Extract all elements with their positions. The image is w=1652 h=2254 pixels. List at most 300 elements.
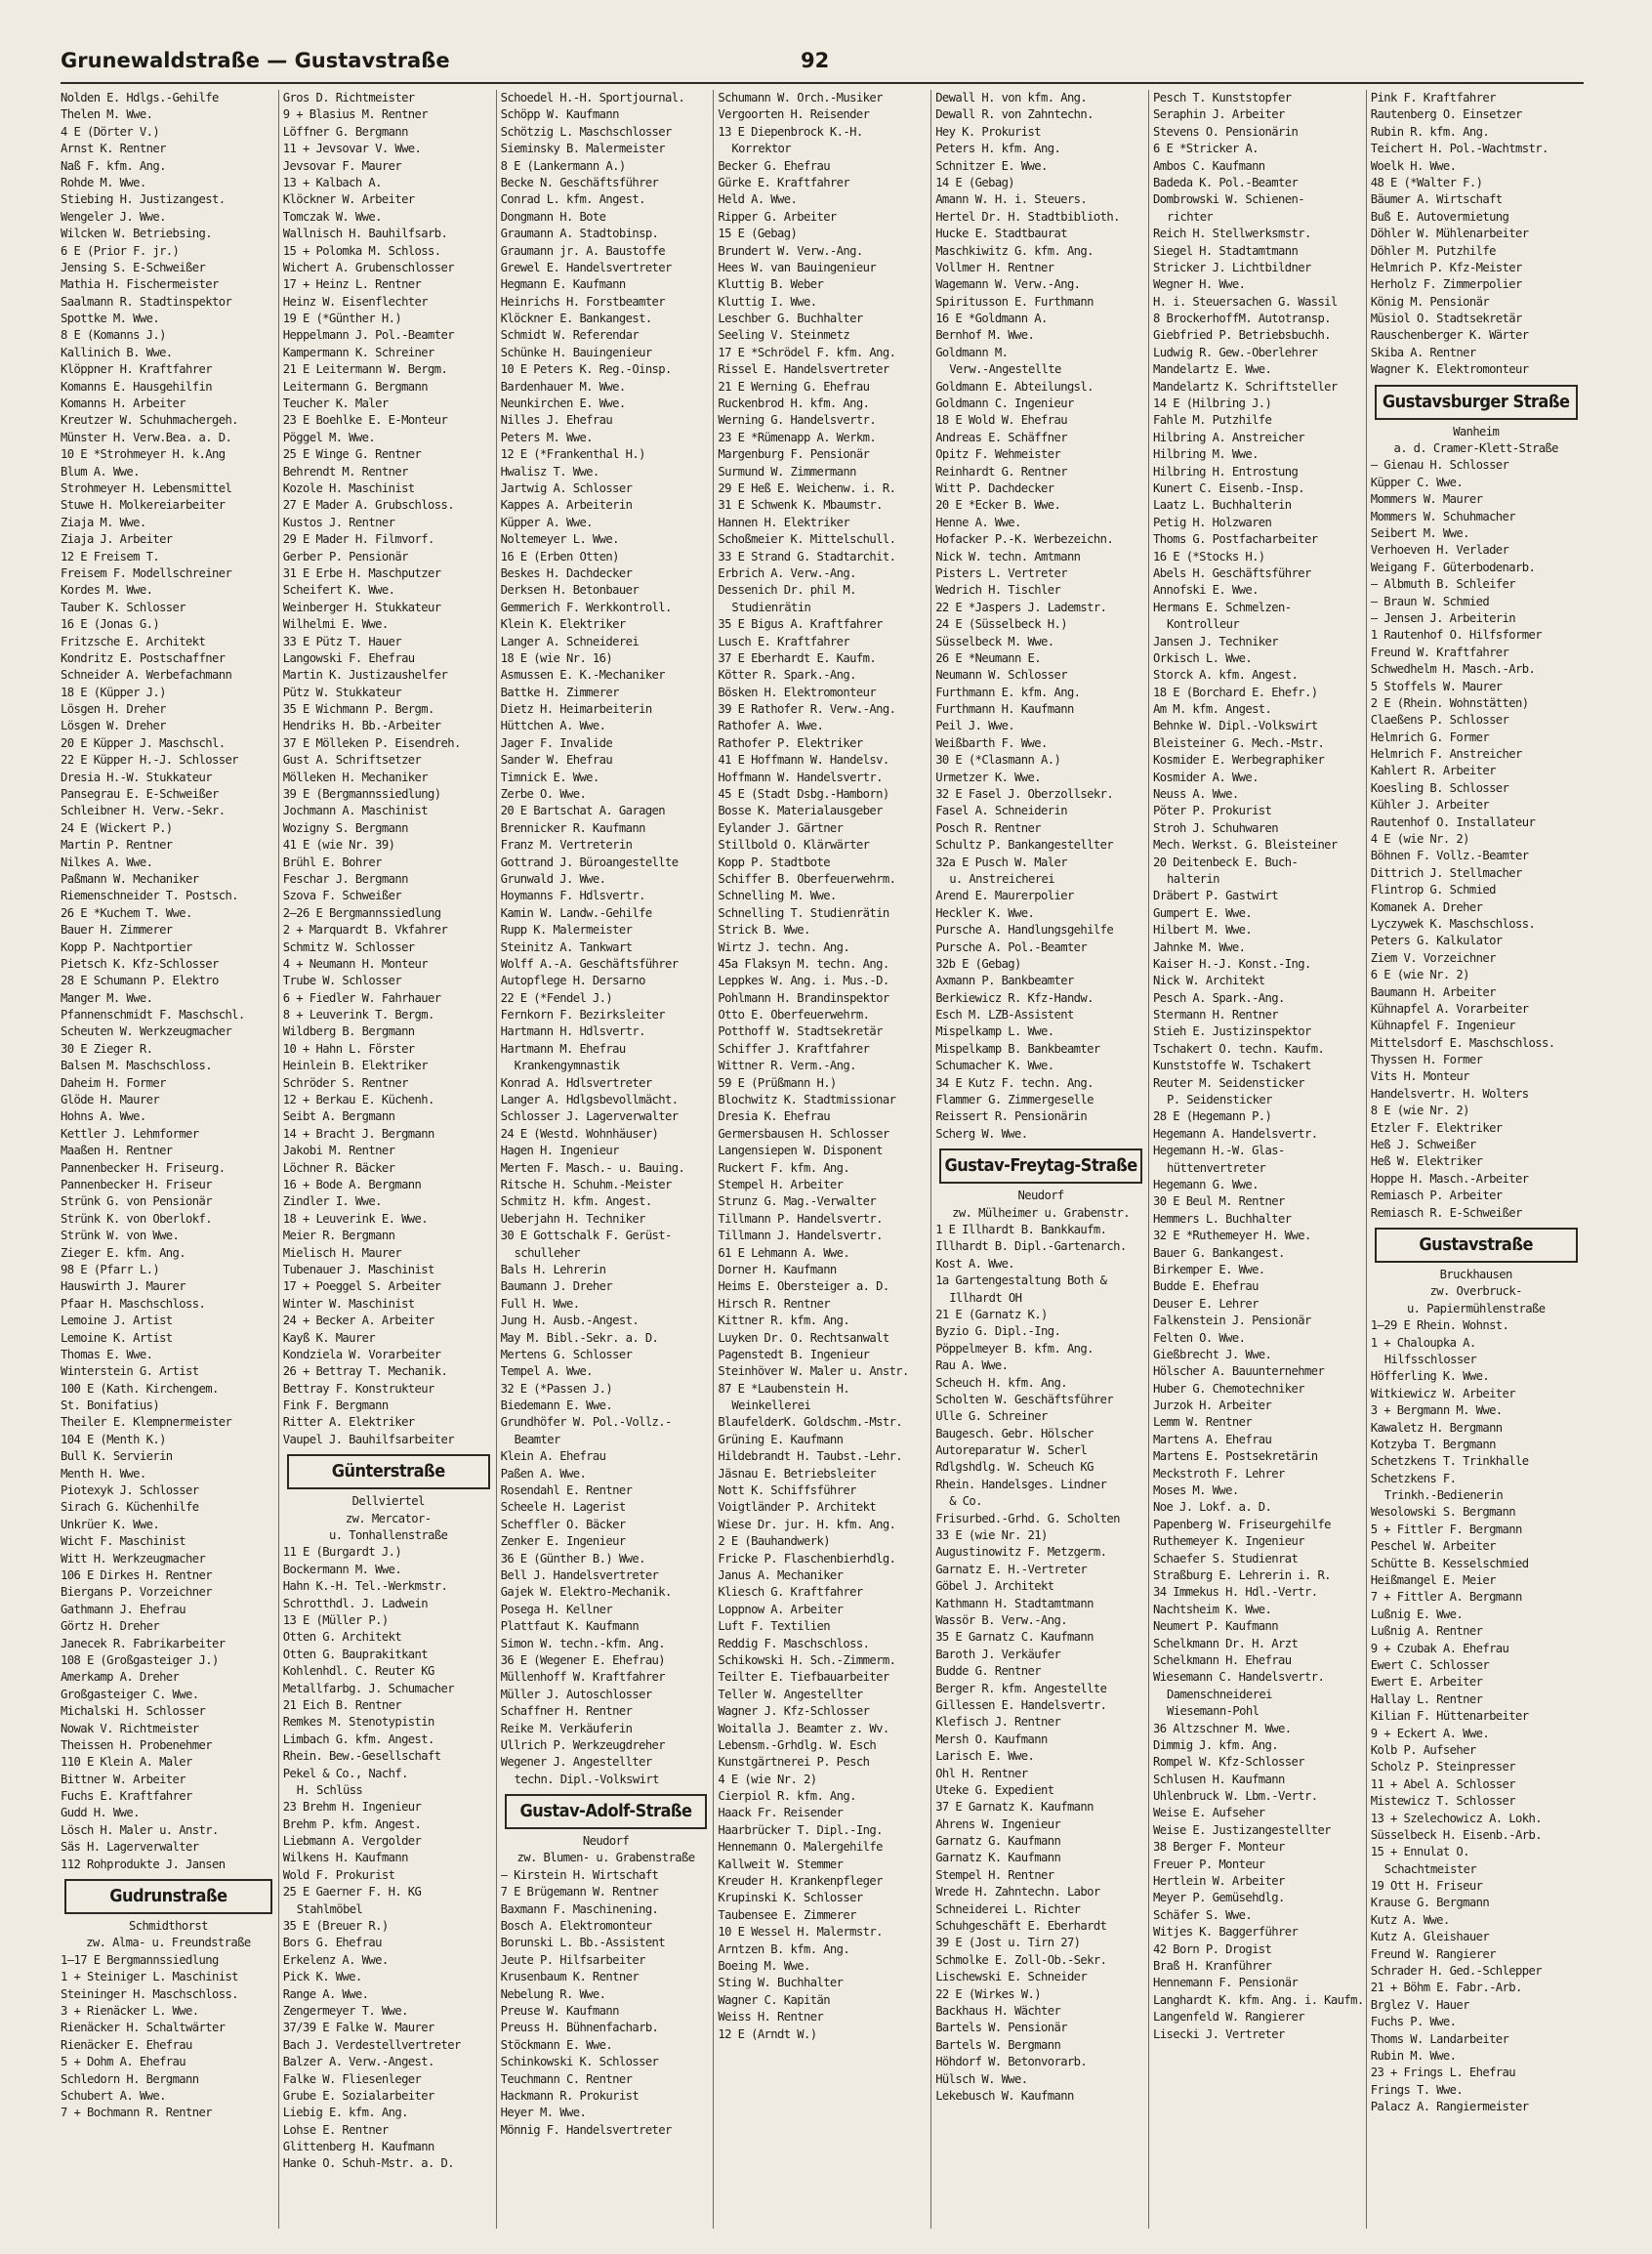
directory-entry: Held A. Wwe. — [718, 192, 798, 207]
directory-entry: Gottrand J. Büroangestellte — [500, 855, 679, 869]
directory-entry: 42 Born P. Drogist — [1153, 1941, 1272, 1956]
directory-entry: Sirach G. Küchenhilfe — [61, 1500, 199, 1515]
directory-entry: Boeing M. Wwe. — [718, 1958, 810, 1973]
directory-entry: 12 + Berkau E. Küchenh. — [282, 1093, 434, 1107]
directory-entry: Hegemann H.-W. Glas- — [1153, 1144, 1285, 1158]
directory-entry: Annofski E. Wwe. — [1153, 583, 1259, 598]
district-subheading: Dellviertel — [351, 1494, 425, 1509]
directory-entry: Peschel W. Arbeiter — [1370, 1539, 1496, 1554]
directory-entry: Strohmeyer H. Lebensmittel — [61, 480, 232, 495]
directory-entry: 5 Stoffels W. Maurer — [1370, 679, 1503, 693]
directory-entry: 19 E (*Günther H.) — [282, 312, 402, 326]
directory-entry: Bockermann M. Wwe. — [282, 1562, 402, 1576]
directory-entry-continuation: Korrektor — [731, 142, 792, 156]
directory-entry: Seibert M. Wwe. — [1370, 525, 1469, 540]
directory-entry: Grube E. Sozialarbeiter — [282, 2088, 434, 2103]
directory-entry: Freund W. Kraftfahrer — [1370, 645, 1509, 659]
directory-entry: 30 E Beul M. Rentner — [1153, 1194, 1285, 1209]
directory-entry: 25 E Winge G. Rentner — [282, 447, 422, 462]
directory-entry: Scheifert K. Wwe. — [282, 583, 395, 598]
directory-entry: Wilkens H. Kaufmann — [282, 1851, 408, 1865]
directory-entry: Gathmann J. Ehefrau — [61, 1602, 186, 1616]
directory-entry: Kaiser H.-J. Konst.-Ing. — [1153, 956, 1311, 971]
directory-entry: May M. Bibl.-Sekr. a. D. — [500, 1330, 659, 1345]
directory-entry: Wold F. Prokurist — [282, 1867, 395, 1882]
directory-entry: Heinz W. Eisenflechter — [282, 294, 429, 309]
directory-entry: 21 E (Garnatz K.) — [935, 1307, 1048, 1321]
directory-entry: 29 E Mader H. Filmvorf. — [282, 532, 434, 547]
directory-entry: Rathofer A. Wwe. — [718, 719, 824, 733]
directory-entry: Rau A. Wwe. — [935, 1358, 1009, 1373]
directory-entry: Hegmann E. Kaufmann — [500, 277, 626, 292]
directory-entry: 13 E Diepenbrock K.-H. — [718, 124, 863, 139]
directory-entry: Hilbring M. Wwe. — [1153, 447, 1259, 462]
page-header — [61, 49, 1584, 76]
directory-entry: Schleibner H. Verw.-Sekr. — [61, 804, 226, 818]
directory-entry: Klöckner E. Bankangest. — [500, 312, 652, 326]
directory-entry: 3 + Bergmann M. Wwe. — [1370, 1403, 1503, 1418]
directory-entry: Neuss A. Wwe. — [1153, 787, 1239, 802]
directory-entry: Remiasch R. E-Schweißer — [1370, 1205, 1522, 1220]
directory-entry: Baumann H. Arbeiter — [1370, 984, 1496, 999]
directory-entry: Biedemann E. Wwe. — [500, 1398, 613, 1413]
directory-entry: Maaßen H. Rentner — [61, 1144, 173, 1158]
directory-entry: Dietz H. Heimarbeiterin — [500, 702, 652, 717]
directory-entry: Tillmann P. Handelsvertr. — [718, 1211, 883, 1226]
directory-entry: Blum A. Wwe. — [61, 464, 140, 479]
directory-entry: Kluttig B. Weber — [718, 277, 824, 292]
directory-entry: Kahlert R. Arbeiter — [1370, 764, 1496, 778]
directory-entry: Luft F. Textilien — [718, 1619, 830, 1634]
directory-entry: Lemoine J. Artist — [61, 1314, 173, 1328]
directory-entry: Limbach G. kfm. Angest. — [282, 1732, 434, 1746]
directory-entry: Gumpert E. Wwe. — [1153, 905, 1253, 920]
directory-entry: 14 E (Gebag) — [935, 175, 1015, 189]
directory-entry: Garnatz G. Kaufmann — [935, 1834, 1061, 1849]
directory-entry: Dorner H. Kaufmann — [718, 1262, 837, 1276]
directory-entry: Teller W. Angestellter — [718, 1687, 863, 1701]
directory-entry: Merten F. Masch.- u. Bauing. — [500, 1160, 685, 1175]
directory-entry: Jager F. Invalide — [500, 735, 613, 750]
directory-entry: Seraphin J. Arbeiter — [1153, 107, 1285, 122]
directory-entry: Lösch H. Maler u. Anstr. — [61, 1822, 219, 1837]
directory-entry: Kawaletz H. Bergmann — [1370, 1420, 1503, 1435]
directory-entry: 100 E (Kath. Kirchengem. — [61, 1381, 219, 1396]
directory-entry: Asmussen E. K.-Mechaniker — [500, 668, 666, 683]
directory-entry: Rosendahl E. Rentner — [500, 1483, 633, 1498]
directory-entry: Janecek R. Fabrikarbeiter — [61, 1636, 226, 1650]
directory-entry: Stermann H. Rentner — [1153, 1008, 1279, 1023]
directory-entry: 16 E *Goldmann A. — [935, 312, 1048, 326]
directory-entry: Ewert E. Arbeiter — [1370, 1675, 1483, 1690]
directory-entry: 13 E (Müller P.) — [282, 1612, 389, 1627]
directory-entry: 30 E (*Clasmann A.) — [935, 753, 1061, 768]
directory-entry: 8 BrockerhoffM. Autotransp. — [1153, 312, 1331, 326]
directory-entry: Nilles J. Ehefrau — [500, 413, 613, 428]
directory-entry: Dimmig J. kfm. Ang. — [1153, 1737, 1279, 1752]
directory-entry: Wozigny S. Bergmann — [282, 820, 408, 835]
directory-entry: Hartmann H. Hdlsvertr. — [500, 1024, 645, 1039]
directory-entry: 26 + Bettray T. Mechanik. — [282, 1364, 448, 1379]
directory-entry: Heinrichs H. Forstbeamter — [500, 294, 666, 309]
directory-entry: Preuss H. Bühnenfacharb. — [500, 2021, 659, 2035]
directory-entry: Illhardt B. Dipl.-Gartenarch. — [935, 1239, 1127, 1254]
directory-entry: 39 E (Jost u. Tirn 27) — [935, 1936, 1081, 1950]
directory-entry: Dessenich Dr. phil M. — [718, 583, 856, 598]
directory-entry: Leitermann G. Bergmann — [282, 379, 429, 394]
directory-entry: 112 Rohprodukte J. Jansen — [61, 1857, 226, 1871]
directory-entry: Riemenschneider T. Postsch. — [61, 889, 238, 903]
directory-entry: Leschber G. Buchhalter — [718, 312, 863, 326]
directory-entry: Kustos J. Rentner — [282, 515, 395, 529]
directory-entry: Am M. kfm. Angest. — [1153, 702, 1272, 717]
directory-entry: Schrader H. Ged.-Schlepper — [1370, 1964, 1542, 1979]
directory-entry: Wiese Dr. jur. H. kfm. Ang. — [718, 1517, 896, 1531]
directory-entry: Schelkmann Dr. H. Arzt — [1153, 1636, 1299, 1650]
directory-entry: Schäfer S. Wwe. — [1153, 1907, 1253, 1922]
directory-entry: Ruthemeyer K. Ingenieur — [1153, 1534, 1304, 1549]
directory-entry: Grüning E. Kaufmann — [718, 1432, 844, 1446]
directory-entry: Jahnke M. Wwe. — [1153, 939, 1246, 954]
directory-entry: Rautenberg O. Einsetzer — [1370, 107, 1522, 122]
directory-entry: 35 E Bigus A. Kraftfahrer — [718, 617, 883, 632]
directory-entry: Hallay L. Rentner — [1370, 1691, 1483, 1706]
directory-entry: Etzler F. Elektriker — [1370, 1120, 1503, 1135]
directory-entry: Klöppner H. Kraftfahrer — [61, 362, 212, 377]
page-number: 92 — [801, 49, 830, 72]
directory-entry: 36 E (Günther B.) Wwe. — [500, 1551, 645, 1565]
directory-entry: Handelsvertr. H. Wolters — [1370, 1086, 1529, 1101]
directory-entry: Kühnapfel A. Vorarbeiter — [1370, 1001, 1529, 1016]
directory-entry: 22 E (*Fendel J.) — [500, 990, 613, 1005]
directory-entry-continuation: Illhardt OH — [949, 1290, 1022, 1305]
directory-entry: Mertens G. Schlosser — [500, 1347, 633, 1361]
directory-entry: Kittner R. kfm. Ang. — [718, 1314, 850, 1328]
directory-entry: Goldmann M. — [935, 345, 1009, 359]
directory-entry: Theiler E. Klempnermeister — [61, 1415, 232, 1430]
directory-entry: Beskes H. Dachdecker — [500, 565, 633, 580]
directory-entry: Loppnow A. Arbeiter — [718, 1602, 844, 1616]
directory-entry: Kayß K. Maurer — [282, 1330, 376, 1345]
directory-entry: Kozole H. Maschinist — [282, 480, 415, 495]
directory-entry: 6 E (wie Nr. 2) — [1370, 968, 1469, 982]
directory-entry: 21 E Werning G. Ehefrau — [718, 379, 870, 394]
directory-entry: 10 + Hahn L. Förster — [282, 1041, 415, 1056]
directory-entry: Hilbring A. Anstreicher — [1153, 430, 1304, 444]
district-subheading: zw. Blumen- u. Grabenstraße — [516, 1851, 695, 1865]
directory-entry: 31 E Erbe H. Maschputzer — [282, 565, 441, 580]
directory-entry: Fricke P. Flaschenbierhdlg. — [718, 1551, 896, 1565]
directory-entry: 41 E (wie Nr. 39) — [282, 838, 395, 853]
directory-entry: Rupp K. Malermeister — [500, 923, 633, 938]
directory-entry: Graumann A. Stadtobinsp. — [500, 227, 659, 241]
directory-entry: Falke W. Fliesenleger — [282, 2071, 422, 2086]
directory-entry: Säs H. Lagerverwalter — [61, 1840, 199, 1855]
directory-entry: Müller J. Autoschlosser — [500, 1687, 652, 1701]
directory-entry: Hofacker P.-K. Werbezeichn. — [935, 532, 1114, 547]
directory-entry: 106 E Dirkes H. Rentner — [61, 1567, 212, 1582]
directory-entry: Felten O. Wwe. — [1153, 1330, 1246, 1345]
directory-entry: Noe J. Lokf. a. D. — [1153, 1500, 1272, 1515]
directory-entry: Tubenauer J. Maschinist — [282, 1262, 434, 1276]
directory-entry-continuation: schulleher — [514, 1245, 580, 1260]
directory-entry: 11 E (Burgardt J.) — [282, 1545, 402, 1560]
directory-entry: Rohde M. Wwe. — [61, 175, 146, 189]
directory-entry: Goldmann E. Abteilungsl. — [935, 379, 1094, 394]
directory-entry: Pekel & Co., Nachf. — [282, 1766, 408, 1780]
directory-entry: Wiesemann C. Handelsvertr. — [1153, 1670, 1325, 1685]
directory-entry: Dresia H.-W. Stukkateur — [61, 770, 212, 784]
directory-entry: Reuter M. Seidensticker — [1153, 1075, 1304, 1090]
district-subheading: a. d. Cramer-Klett-Straße — [1393, 441, 1558, 456]
directory-entry: Strünk K. von Oberlokf. — [61, 1211, 212, 1226]
directory-entry: Theissen H. Probenehmer — [61, 1737, 212, 1752]
directory-entry: Garnatz E. H.-Vertreter — [935, 1562, 1088, 1576]
district-subheading: Bruckhausen — [1439, 1268, 1512, 1281]
directory-entry: Rompel W. Kfz-Schlosser — [1153, 1755, 1304, 1770]
directory-entry: Hemmers L. Buchhalter — [1153, 1211, 1292, 1226]
directory-entry: Rubin R. kfm. Ang. — [1370, 124, 1490, 139]
directory-entry: Hagen H. Ingenieur — [500, 1144, 619, 1158]
directory-entry: Freuer P. Monteur — [1153, 1857, 1265, 1871]
directory-entry: 32a E Pusch W. Maler — [935, 855, 1067, 869]
directory-entry: Hauswirth J. Maurer — [61, 1279, 186, 1294]
directory-entry: Hackmann R. Prokurist — [500, 2088, 640, 2103]
directory-entry: Orkisch L. Wwe. — [1153, 650, 1253, 665]
directory-entry: Komanns H. Arbeiter — [61, 397, 186, 411]
directory-entry: Heckler K. Wwe. — [935, 905, 1035, 920]
directory-entry: Bals H. Lehrerin — [500, 1262, 606, 1276]
directory-entry: Pink F. Kraftfahrer — [1370, 91, 1496, 104]
directory-entry: 28 E Schumann P. Elektro — [61, 974, 219, 988]
district-subheading: Neudorf — [1017, 1189, 1064, 1203]
directory-entry: Straßburg E. Lehrerin i. R. — [1153, 1567, 1331, 1582]
directory-entry: 6 E *Stricker A. — [1153, 142, 1259, 156]
directory-entry: Nott K. Schiffsführer — [718, 1483, 856, 1498]
directory-entry: Rauschenberger K. Wärter — [1370, 328, 1529, 343]
directory-entry: Bach J. Verdestellvertreter — [282, 2037, 461, 2052]
directory-entry: Gillessen E. Handelsvertr. — [935, 1697, 1107, 1712]
directory-entry: Wilcken W. Betriebsing. — [61, 227, 212, 241]
directory-entry: Balsen M. Maschschloss. — [61, 1059, 212, 1073]
directory-entry: Tempel A. Wwe. — [500, 1364, 593, 1379]
directory-entry: 12 E (Arndt W.) — [718, 2026, 817, 2041]
directory-entry: Arntzen B. kfm. Ang. — [718, 1941, 850, 1956]
directory-entry: Wichert A. Grubenschlosser — [282, 260, 454, 274]
directory-entry: Mistewicz T. Schlosser — [1370, 1794, 1516, 1809]
directory-entry: Langer A. Schneiderei — [500, 634, 640, 648]
directory-entry: Witjes K. Baggerführer — [1153, 1925, 1299, 1940]
directory-entry: Grundhöfer W. Pol.-Vollz.- — [500, 1415, 672, 1430]
directory-entry: 12 E (*Frankenthal H.) — [500, 447, 645, 462]
directory-entry: Hildebrandt H. Taubst.-Lehr. — [718, 1449, 903, 1464]
directory-entry: Mommers W. Maurer — [1370, 492, 1483, 507]
directory-entry: Reddig F. Maschschloss. — [718, 1636, 870, 1650]
directory-entry: Hertel Dr. H. Stadtbiblioth. — [935, 209, 1120, 224]
directory-entry: 13 + Kalbach A. — [282, 175, 382, 189]
directory-entry: Lischewski E. Schneider — [935, 1970, 1088, 1984]
directory-entry: Rienäcker H. Schaltwärter — [61, 2021, 226, 2035]
directory-entry: Gust A. Schriftsetzer — [282, 753, 422, 768]
directory-entry: Kohlenhdl. C. Reuter KG — [282, 1664, 434, 1679]
directory-entry: Pöppelmeyer B. kfm. Ang. — [935, 1341, 1094, 1356]
directory-entry: 16 E (Jonas G.) — [61, 617, 160, 632]
directory-entry: Ulle G. Schreiner — [935, 1409, 1048, 1424]
directory-entry: Hwalisz T. Wwe. — [500, 464, 599, 479]
directory-entry: Lekebusch W. Kaufmann — [935, 2088, 1074, 2103]
directory-entry: Hermans E. Schmelzen- — [1153, 600, 1292, 614]
directory-entry: Sander W. Ehefrau — [500, 753, 613, 768]
directory-entry: Krusenbaum K. Rentner — [500, 1970, 640, 1984]
directory-entry: Pütz W. Stukkateur — [282, 685, 402, 699]
directory-entry: Teichert H. Pol.-Wachtmstr. — [1370, 142, 1549, 156]
directory-entry: 2—26 E Bergmannssiedlung — [282, 905, 441, 920]
directory-entry: Mispelkamp B. Bankbeamter — [935, 1041, 1100, 1056]
directory-entry: Kampermann K. Schreiner — [282, 345, 434, 359]
directory-entry: Fritzsche E. Architekt — [61, 634, 206, 648]
directory-entry: Brundert W. Verw.-Ang. — [718, 243, 863, 258]
directory-entry: Göbel J. Architekt — [935, 1579, 1054, 1594]
directory-entry: Jäsnau E. Betriebsleiter — [718, 1466, 877, 1481]
directory-entry: 110 E Klein A. Maler — [61, 1755, 192, 1770]
directory-entry: 15 E (Gebag) — [718, 227, 798, 241]
directory-entry: 15 + Polomka M. Schloss. — [282, 243, 441, 258]
directory-entry: 37 E Garnatz K. Kaufmann — [935, 1800, 1094, 1815]
directory-entry: Feschar J. Bergmann — [282, 871, 408, 886]
directory-entry: Rhein. Bew.-Gesellschaft — [282, 1749, 441, 1764]
directory-entry: Thyssen H. Former — [1370, 1053, 1483, 1067]
directory-entry: 9 + Blasius M. Rentner — [282, 107, 429, 122]
directory-entry: Heinlein B. Elektriker — [282, 1059, 429, 1073]
directory-entry: 18 E (Küpper J.) — [61, 685, 166, 699]
directory-entry: Stroh J. Schuhwaren — [1153, 820, 1279, 835]
directory-entry: Pöggel M. Wwe. — [282, 430, 376, 444]
directory-entry: H. i. Steuersachen G. Wassil — [1153, 294, 1338, 309]
directory-entry: Hanke O. Schuh-Mstr. a. D. — [282, 2156, 454, 2171]
directory-entry: Scheuch H. kfm. Ang. — [935, 1375, 1067, 1390]
directory-entry: Urmetzer K. Wwe. — [935, 770, 1041, 784]
directory-entry: Henne A. Wwe. — [935, 515, 1021, 529]
directory-entry: Hendriks H. Bb.-Arbeiter — [282, 719, 441, 733]
directory-entry: Uhlenbruck W. Lbm.-Vertr. — [1153, 1789, 1318, 1804]
directory-entry: 22 E *Jaspers J. Lademstr. — [935, 600, 1107, 614]
directory-entry: Jung H. Ausb.-Angest. — [500, 1314, 640, 1328]
directory-entry: Langowski F. Ehefrau — [282, 650, 415, 665]
directory-entry: Schneiderei L. Richter — [935, 1901, 1081, 1916]
directory-column — [278, 90, 494, 2229]
directory-entry: Posega H. Kellner — [500, 1602, 613, 1616]
district-subheading: zw. Overbruck- — [1429, 1284, 1522, 1299]
directory-entry: Stieh E. Justizinspektor — [1153, 1024, 1311, 1039]
directory-entry: Zerbe O. Wwe. — [500, 787, 587, 802]
directory-entry: Kamin W. Landw.-Gehilfe — [500, 905, 652, 920]
directory-entry: 32 E (*Passen J.) — [500, 1381, 613, 1396]
directory-entry: Rdlgshdlg. W. Scheuch KG — [935, 1460, 1094, 1475]
directory-entry: 61 E Lehmann A. Wwe. — [718, 1245, 850, 1260]
directory-entry: Mersh O. Kaufmann — [935, 1732, 1048, 1746]
directory-entry: Hirsch R. Rentner — [718, 1296, 830, 1311]
directory-entry: Kotzyba T. Bergmann — [1370, 1437, 1496, 1451]
directory-entry: Weißbarth F. Wwe. — [935, 735, 1048, 750]
directory-entry: Dewall H. von kfm. Ang. — [935, 91, 1088, 104]
directory-entry: Gürke E. Kraftfahrer — [718, 175, 850, 189]
directory-entry: Schumacher K. Wwe. — [935, 1059, 1054, 1073]
directory-entry: Leppkes W. Ang. i. Mus.-D. — [718, 974, 889, 988]
directory-entry: Woelk H. Wwe. — [1370, 158, 1457, 173]
directory-entry: Schuhgeschäft E. Eberhardt — [935, 1919, 1107, 1934]
directory-entry: Kunststoffe W. Tschakert — [1153, 1059, 1311, 1073]
directory-entry: Budde E. Ehefrau — [1153, 1279, 1259, 1294]
directory-entry: Jansen J. Techniker — [1153, 634, 1279, 648]
directory-entry: Kondziela W. Vorarbeiter — [282, 1347, 441, 1361]
directory-entry: Hertlein W. Arbeiter — [1153, 1874, 1285, 1889]
directory-entry: Bartels W. Pensionär — [935, 2021, 1067, 2035]
directory-entry-continuation: richter — [1167, 209, 1214, 224]
directory-entry: Schnelling M. Wwe. — [718, 889, 837, 903]
directory-entry: 15 + Ennulat O. — [1370, 1845, 1469, 1859]
directory-entry: — Albmuth B. Schleifer — [1370, 577, 1516, 592]
directory-entry: Gros D. Richtmeister — [282, 91, 415, 104]
directory-entry: Kunstgärtnerei P. Pesch — [718, 1755, 870, 1770]
directory-entry: 5 + Fittler F. Bergmann — [1370, 1522, 1522, 1536]
directory-entry: Verhoeven H. Verlader — [1370, 543, 1509, 558]
directory-entry: Moses M. Wwe. — [1153, 1483, 1239, 1498]
directory-entry: Wildberg B. Bergmann — [282, 1024, 415, 1039]
directory-entry: Seibt A. Bergmann — [282, 1109, 395, 1124]
directory-entry: 7 + Bochmann R. Rentner — [61, 2106, 212, 2120]
directory-entry: Ohl H. Rentner — [935, 1766, 1028, 1780]
directory-entry: König M. Pensionär — [1370, 294, 1490, 309]
directory-entry: 3 + Rienäcker L. Wwe. — [61, 2003, 199, 2018]
directory-entry: Garnatz K. Kaufmann — [935, 1851, 1061, 1865]
directory-column — [930, 90, 1146, 2229]
directory-entry: Amann W. H. i. Steuers. — [935, 192, 1088, 207]
directory-entry: Scheffler O. Bäcker — [500, 1517, 626, 1531]
directory-entry: 6 E (Prior F. jr.) — [61, 243, 180, 258]
directory-entry: Bardenhauer M. Wwe. — [500, 379, 626, 394]
directory-entry: Hannen H. Elektriker — [718, 515, 850, 529]
directory-entry: Nebelung R. Wwe. — [500, 1986, 606, 2001]
directory-entry: Larisch E. Wwe. — [935, 1749, 1035, 1764]
directory-entry: Münster H. Verw.Bea. a. D. — [61, 430, 232, 444]
directory-entry: Stevens O. Pensionärin — [1153, 124, 1299, 139]
directory-entry: Eylander J. Gärtner — [718, 820, 844, 835]
directory-entry: Lusch E. Kraftfahrer — [718, 634, 850, 648]
directory-entry: 33 E Pütz T. Hauer — [282, 634, 402, 648]
directory-entry: 37/39 E Falke W. Maurer — [282, 2021, 434, 2035]
directory-entry: 18 E Wold W. Ehefrau — [935, 413, 1067, 428]
directory-entry-continuation: Trinkh.-Bedienerin — [1384, 1488, 1504, 1503]
directory-entry: 59 E (Prüßmann H.) — [718, 1075, 837, 1090]
directory-entry: Görtz H. Dreher — [61, 1619, 160, 1634]
directory-entry: 8 E (Lankermann A.) — [500, 158, 626, 173]
directory-entry: Kordes M. Wwe. — [61, 583, 153, 598]
directory-entry: Kathmann H. Stadtamtmann — [935, 1596, 1094, 1610]
directory-entry: Wallnisch H. Bauhilfsarb. — [282, 227, 448, 241]
directory-entry: Müllenhoff W. Kraftfahrer — [500, 1670, 666, 1685]
directory-entry: Kreutzer W. Schuhmachergeh. — [61, 413, 238, 428]
directory-entry-continuation: techn. Dipl.-Volkswirt — [514, 1772, 659, 1786]
directory-entry: Pursche A. Pol.-Beamter — [935, 939, 1088, 954]
directory-entry: Reike M. Verkäuferin — [500, 1721, 633, 1735]
directory-entry: 17 E *Schrödel F. kfm. Ang. — [718, 345, 896, 359]
directory-entry: Berger R. kfm. Angestellte — [935, 1681, 1107, 1695]
directory-entry: Mittelsdorf E. Maschschloss. — [1370, 1035, 1555, 1050]
directory-entry: Hennemann F. Pensionär — [1153, 1976, 1299, 1990]
directory-entry: Lemoine K. Artist — [61, 1330, 173, 1345]
directory-entry: Birkemper E. Wwe. — [1153, 1262, 1265, 1276]
directory-entry: Luyken Dr. O. Rechtsanwalt — [718, 1330, 889, 1345]
